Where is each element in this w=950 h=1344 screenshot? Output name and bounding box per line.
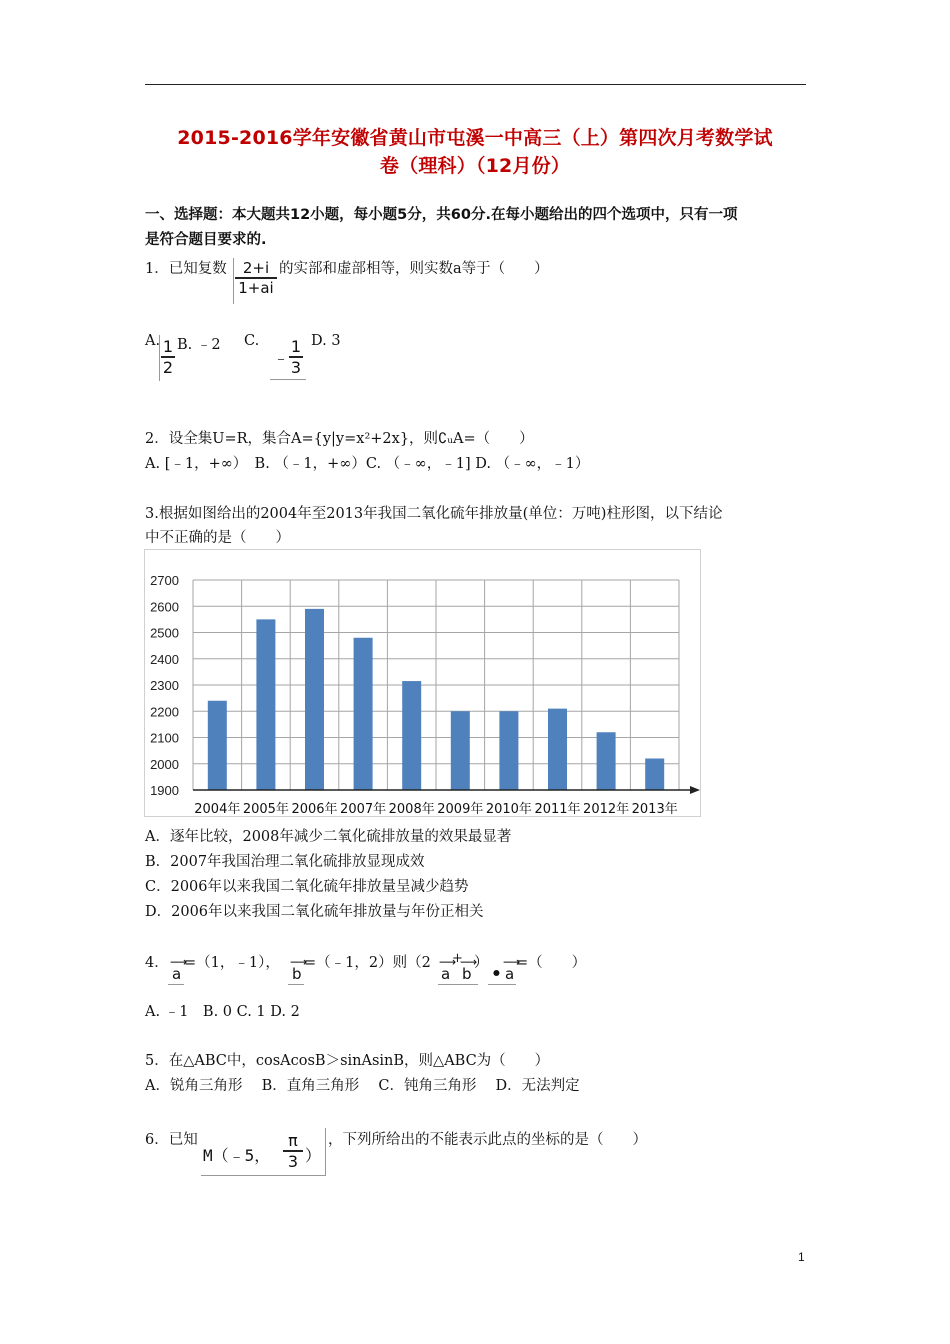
q1-frac-box [233, 258, 234, 304]
vector-arrow-icon: ⟶ [170, 955, 188, 969]
q3-stem-line2: 中不正确的是（ ） [145, 530, 290, 546]
q1-option-a-fraction [161, 337, 175, 377]
bar-2013年 [645, 759, 664, 791]
q1-a-numerator: 1 [162, 337, 174, 356]
bar-2012年 [597, 732, 616, 790]
q6-suffix: ，下列所给出的不能表示此点的坐标的是（ ） [328, 1132, 647, 1148]
q1-c-denominator: 3 [290, 357, 302, 377]
vector-a-3 [503, 955, 521, 983]
bar-2006年 [305, 609, 324, 790]
q1-option-a-label: A. [145, 333, 161, 349]
vector-a2-letter: a [441, 965, 451, 983]
q3-stem-line1: 3.根据如图给出的2004年至2013年我国二氧化硫年排放量(单位：万吨)柱形图，以下结论 [145, 506, 723, 522]
bar-2010年 [499, 711, 518, 790]
x-tick-label: 2004年 [194, 802, 241, 817]
q6-pi-fraction [283, 1131, 303, 1171]
x-tick-label: 2009年 [437, 802, 484, 817]
q1-option-d: D. 3 [311, 333, 341, 349]
y-tick-label: 2000 [150, 756, 179, 772]
chart-frame [145, 550, 701, 817]
q4-number: 4． [145, 955, 169, 971]
q6-point-m: M（﹣5， [203, 1146, 271, 1165]
x-tick-label: 2012年 [583, 802, 630, 817]
page-number: 1 [798, 1250, 805, 1264]
q1-suffix: 的实部和虚部相等，则实数a等于（ ） [279, 261, 549, 277]
y-tick-label: 2700 [150, 573, 179, 588]
q4-options: A. ﹣1 B. 0 C. 1 D. 2 [145, 1004, 300, 1020]
q5-options: A．锐角三角形 B．直角三角形 C．钝角三角形 D．无法判定 [145, 1078, 580, 1094]
q1-option-c-fraction [289, 337, 303, 377]
bar-2004年 [208, 701, 227, 790]
q6-pi-numerator: π [288, 1131, 298, 1150]
vector-a3-letter: a [505, 965, 515, 983]
x-tick-label: 2010年 [485, 802, 532, 817]
bar-2011年 [548, 709, 567, 790]
q1-fraction [235, 259, 277, 297]
x-tick-label: 2007年 [340, 802, 387, 817]
vector-b2-letter: b [462, 965, 472, 983]
x-tick-label: 2006年 [291, 802, 338, 817]
q2-options: A. [﹣1，+∞） B. （﹣1，+∞）C. （﹣∞，﹣1] D. （﹣∞，﹣1） [145, 456, 590, 472]
bar-2008年 [402, 681, 421, 790]
vector-arrow-icon: ⟶ [503, 955, 521, 969]
q6-prefix: 6．已知 [145, 1132, 198, 1148]
y-tick-label: 2400 [150, 651, 179, 667]
vector-a-letter: a [172, 965, 182, 983]
q4-plus: + [452, 951, 463, 966]
y-tick-label: 2500 [150, 625, 179, 641]
section-heading-line2: 是符合题目要求的. [145, 232, 267, 248]
q1-prefix: 1．已知复数 [145, 261, 227, 277]
y-tick-label: 1900 [150, 783, 179, 798]
q4-a-value: =（1，﹣1）， [184, 955, 280, 971]
document-title-line1: 2015-2016学年安徽省黄山市屯溪一中高三（上）第四次月考数学试 [177, 127, 773, 149]
q4-b-value: =（﹣1，2）则（2 [304, 955, 431, 971]
q3-option-a: A．逐年比较，2008年减少二氧化硫排放量的效果最显著 [145, 829, 512, 845]
vector-a [170, 955, 188, 983]
document-title-line2: 卷（理科）（12月份） [379, 155, 571, 177]
section-heading-line1: 一、选择题：本大题共12小题，每小题5分，共60分.在每小题给出的四个选项中，只有一项 [145, 207, 738, 223]
q3-option-b: B．2007年我国治理二氧化硫排放显现成效 [145, 854, 425, 870]
q6-point-close: ） [305, 1146, 322, 1165]
y-tick-label: 2100 [150, 730, 179, 746]
so2-bar-chart [144, 549, 701, 817]
q4-equals: =（ ） [516, 955, 587, 971]
q5-stem: 5．在△ABC中，cosAcosB＞sinAsinB，则△ABC为（ ） [145, 1053, 550, 1069]
q3-option-d: D．2006年以来我国二氧化硫年排放量与年份正相关 [145, 904, 484, 920]
y-tick-label: 2300 [150, 678, 179, 693]
q1-a-box [159, 335, 160, 381]
q1-option-b: B. ﹣2 [177, 337, 221, 353]
q3-option-c: C．2006年以来我国二氧化硫年排放量呈减少趋势 [145, 879, 469, 895]
x-tick-label: 2008年 [388, 802, 435, 817]
y-tick-label: 2600 [150, 599, 179, 615]
vector-arrow-icon: ⟶ [460, 955, 478, 969]
x-tick-label: 2013年 [631, 802, 678, 817]
q1-option-c-label: C. [244, 333, 260, 349]
x-tick-label: 2005年 [242, 802, 289, 817]
q6-pi-denominator: 3 [287, 1151, 299, 1171]
vector-b-2 [460, 955, 478, 983]
q1-c-sign: ﹣ [273, 348, 290, 367]
x-tick-label: 2011年 [534, 802, 581, 817]
bar-2009年 [451, 711, 470, 790]
vector-arrow-icon: ⟶ [290, 955, 308, 969]
q4-close-paren: ） [474, 955, 489, 971]
vector-a-2 [439, 955, 457, 983]
vector-arrow-icon: ⟶ [439, 955, 457, 969]
vector-b-letter: b [292, 965, 302, 983]
q1-frac-numerator: 2+i [242, 259, 270, 277]
q2-stem: 2．设全集U=R，集合A={y|y=x²+2x}，则∁ᵤA=（ ） [145, 431, 534, 447]
bar-2007年 [354, 638, 373, 790]
q1-c-numerator: 1 [290, 337, 302, 356]
bar-2005年 [256, 619, 275, 790]
y-tick-label: 2200 [150, 704, 179, 720]
q1-a-denominator: 2 [162, 357, 174, 377]
header-rule [145, 84, 806, 85]
vector-b [290, 955, 308, 983]
q4-dot: • [491, 964, 502, 984]
q1-frac-denominator: 1+ai [238, 278, 274, 297]
